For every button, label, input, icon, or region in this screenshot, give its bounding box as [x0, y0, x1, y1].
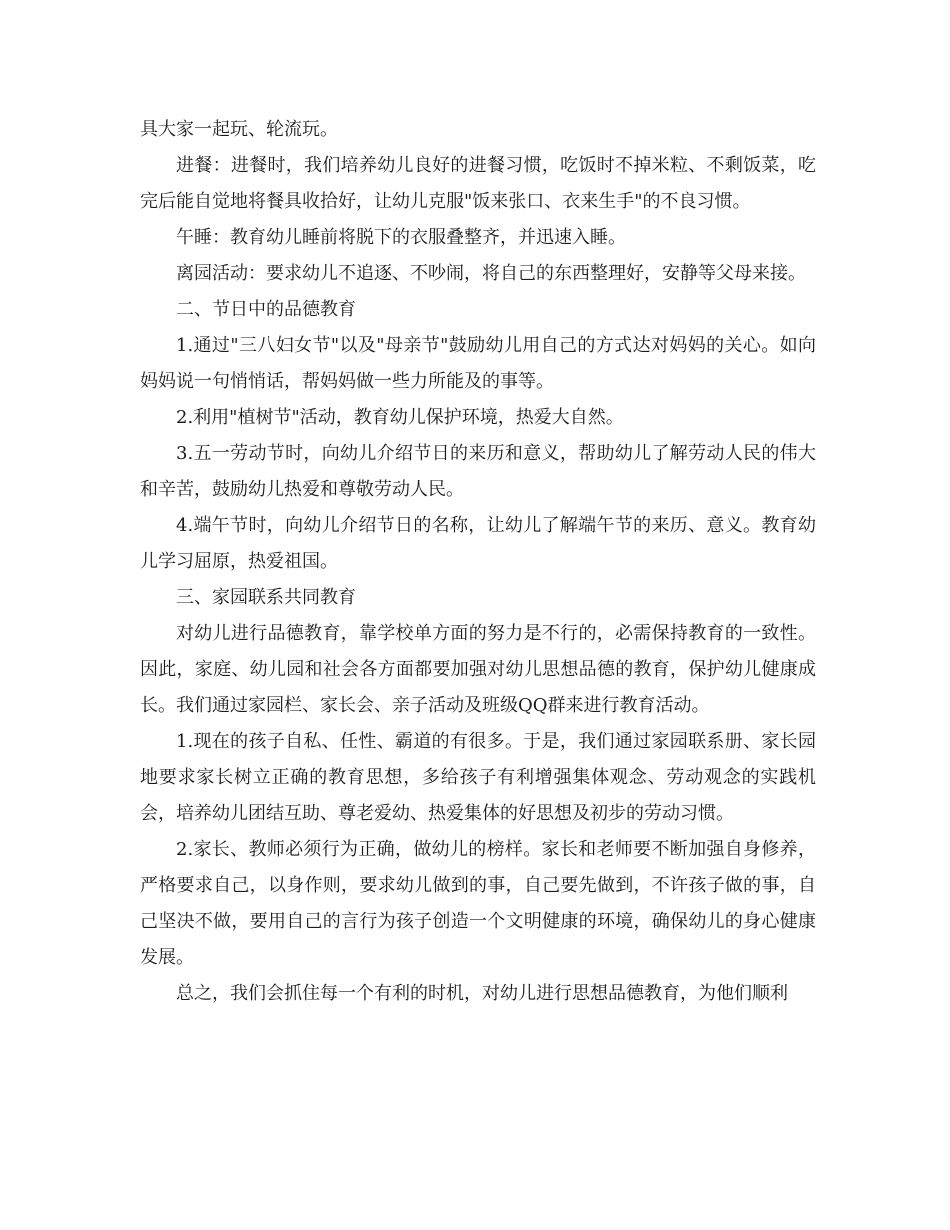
paragraph-home-school-intro: 对幼儿进行品德教育，靠学校单方面的努力是不行的，必需保持教育的一致性。因此，家庭、幼儿园和社会各方面都要加强对幼儿思想品德的教育，保护幼儿健康成长。我们通过家园栏、家长会、亲子活动及班级QQ群来进行教育活动。 — [140, 623, 816, 716]
paragraph-meals: 进餐：进餐时，我们培养幼儿良好的进餐习惯，吃饭时不掉米粒、不剩饭菜，吃完后能自觉地将餐具收拾好，让幼儿克服"饭来张口、衣来生手"的不良习惯。 — [140, 155, 816, 212]
list-item-womens-day: 1.通过"三八妇女节"以及"母亲节"鼓励幼儿用自己的方式达对妈妈的关心。如向妈妈说一句悄悄话，帮妈妈做一些力所能及的事等。 — [140, 335, 816, 392]
list-item-home-school-1: 1.现在的孩子自私、任性、霸道的有很多。于是，我们通过家园联系册、家长园地要求家长树立正确的教育思想，多给孩子有利增强集体观念、劳动观念的实践机会，培养幼儿团结互助、尊老爱幼、热爱集体的好思想及初步的劳动习惯。 — [140, 731, 816, 824]
document-body — [140, 112, 816, 1012]
paragraph-departure: 离园活动：要求幼儿不追逐、不吵闹，将自己的东西整理好，安静等父母来接。 — [176, 263, 806, 284]
section-heading-home-school: 三、家园联系共同教育 — [176, 587, 356, 608]
section-heading-holidays: 二、节日中的品德教育 — [176, 299, 356, 320]
list-item-dragon-boat: 4.端午节时，向幼儿介绍节日的名称，让幼儿了解端午节的来历、意义。教育幼儿学习屈原，热爱祖国。 — [140, 515, 816, 572]
paragraph-conclusion: 总之，我们会抓住每一个有利的时机，对幼儿进行思想品德教育，为他们顺利 — [176, 983, 788, 1004]
paragraph-continuation: 具大家一起玩、轮流玩。 — [140, 119, 338, 140]
list-item-labor-day: 3.五一劳动节时，向幼儿介绍节日的来历和意义，帮助幼儿了解劳动人民的伟大和辛苦，鼓励幼儿热爱和尊敬劳动人民。 — [140, 443, 816, 500]
list-item-home-school-2: 2.家长、教师必须行为正确，做幼儿的榜样。家长和老师要不断加强自身修养，严格要求自己，以身作则，要求幼儿做到的事，自己要先做到，不许孩子做的事，自己坚决不做，要用自己的言行为孩子创造一个文明健康的环境，确保幼儿的身心健康发展。 — [140, 839, 816, 968]
list-item-arbor-day: 2.利用"植树节"活动，教育幼儿保护环境，热爱大自然。 — [176, 407, 624, 428]
paragraph-nap: 午睡：教育幼儿睡前将脱下的衣服叠整齐，并迅速入睡。 — [176, 227, 626, 248]
